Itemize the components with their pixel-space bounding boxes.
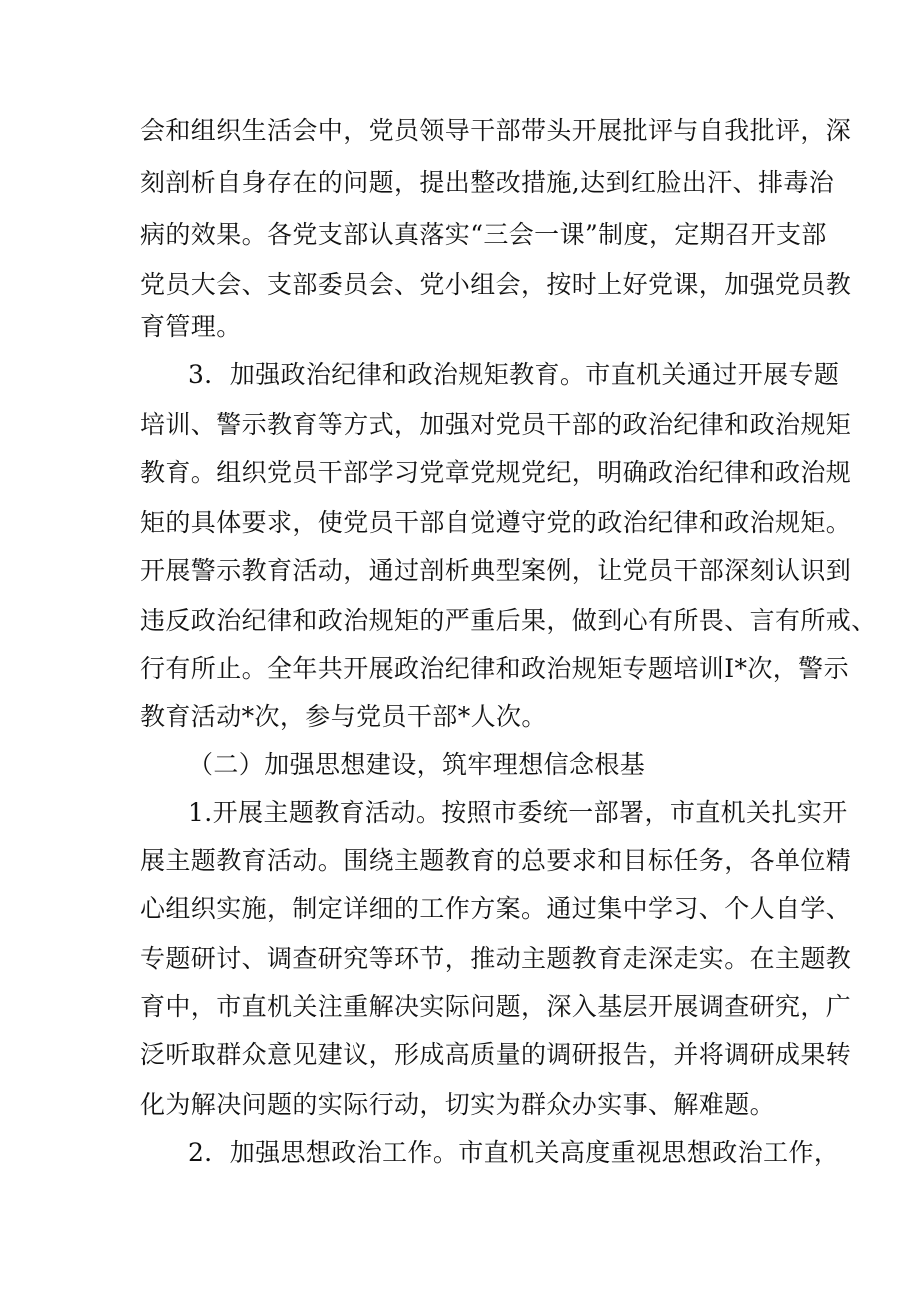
paragraph-line: 病的效果。各党支部认真落实“三会一课”制度，定期召开支部 (140, 220, 827, 249)
paragraph-line: 教育。组织党员干部学习党章党规党纪，明确政治纪律和政治规 (140, 458, 852, 487)
paragraph-line: 行有所止。全年共开展政治纪律和政治规矩专题培训I*次，警示 (140, 654, 849, 683)
paragraph-line: 3．加强政治纪律和政治规矩教育。市直机关通过开展专题 (188, 360, 840, 389)
paragraph-line: 培训、警示教育等方式，加强对党员干部的政治纪律和政治规矩 (140, 410, 852, 439)
paragraph-line: 刻剖析自身存在的问题，提出整改措施,达到红脸出汗、排毒治 (140, 168, 835, 197)
paragraph-line: 展主题教育活动。围绕主题教育的总要求和目标任务，各单位精 (140, 846, 852, 875)
paragraph-line: 教育活动*次，参与党员干部*人次。 (140, 702, 547, 731)
paragraph-line: 泛听取群众意见建议，形成高质量的调研报告，并将调研成果转 (140, 1040, 852, 1069)
paragraph-line: 违反政治纪律和政治规矩的严重后果，做到心有所畏、言有所戒、 (140, 606, 877, 635)
paragraph-line: 育管理。 (140, 312, 242, 341)
paragraph-line: 育中，市直机关注重解决实际问题，深入基层开展调查研究，广 (140, 992, 852, 1021)
paragraph-line: 1.开展主题教育活动。按照市委统一部署，市直机关扎实开 (188, 798, 848, 827)
paragraph-line: 会和组织生活会中，党员领导干部带头开展批评与自我批评，深 (140, 116, 852, 145)
paragraph-line: 心组织实施，制定详细的工作方案。通过集中学习、个人自学、 (140, 894, 852, 923)
paragraph-line: 化为解决问题的实际行动，切实为群众办实事、解难题。 (140, 1090, 776, 1119)
paragraph-line: 专题研讨、调查研究等环节，推动主题教育走深走实。在主题教 (140, 944, 852, 973)
paragraph-line: 矩的具体要求，使党员干部自觉遵守党的政治纪律和政治规矩。 (140, 508, 852, 537)
paragraph-line: 2．加强思想政治工作。市直机关高度重视思想政治工作， (188, 1138, 840, 1167)
paragraph-line: 开展警示教育活动，通过剖析典型案例，让党员干部深刻认识到 (140, 556, 852, 585)
paragraph-line: 党员大会、支部委员会、党小组会，按时上好党课，加强党员教 (140, 270, 852, 299)
section-heading: （二）加强思想建设，筑牢理想信念根基 (188, 750, 646, 779)
